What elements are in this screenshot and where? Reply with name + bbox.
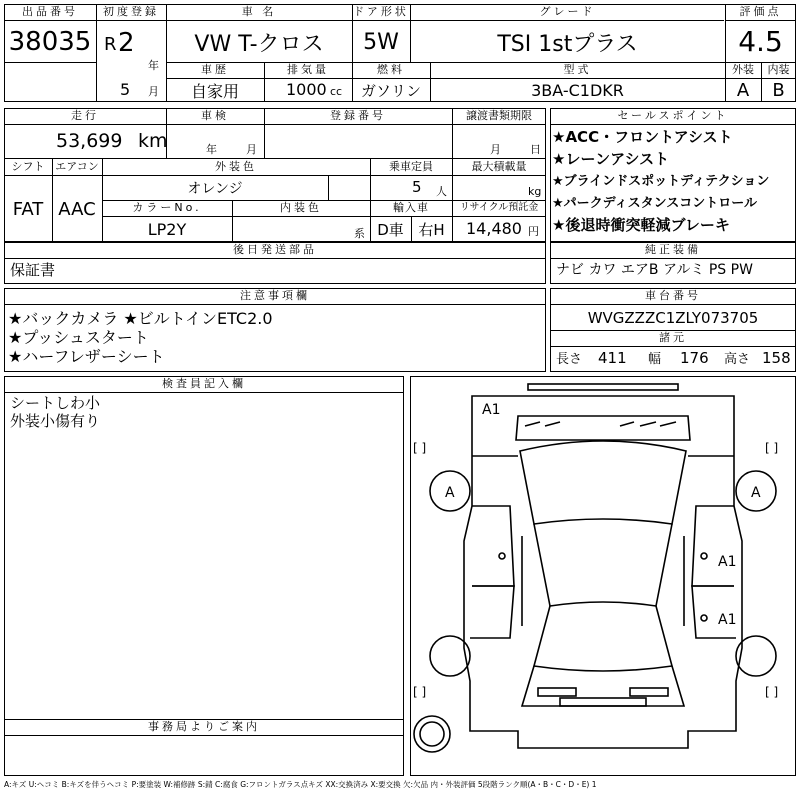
lot-no-label: 出品番号 [22,5,78,18]
mileage-label: 走行 [71,109,99,122]
model-label: 型式 [563,63,592,76]
sales-point-item: ★ブラインドスポットディテクション [552,174,770,189]
genuine-value: ナビ カワ エアB アルミ PS PW [556,262,753,278]
mileage: 53,699 [56,130,123,152]
insp-month-unit: 月 [246,143,257,156]
max-load-unit: kg [528,185,542,198]
shift-label: シフト [11,160,45,173]
height-label: 高さ [724,352,751,367]
bracket-mark: [ ] [765,685,779,699]
import-label: 輸入車 [393,201,429,214]
color-no-label: カラーNo. [132,201,202,214]
history: 自家用 [190,82,239,101]
int-color-unit: 系 [354,227,365,240]
sales-point-item: ★レーンアシスト [552,150,670,168]
mark-tire-fr: A [751,485,761,501]
shift: FAT [12,198,44,220]
sales-point-item: ★ACC・フロントアシスト [552,128,733,146]
recycle: 14,480 [466,219,522,238]
fuel-label: 燃料 [377,63,405,76]
reg-no-label: 登録番号 [330,109,386,122]
width: 176 [680,349,709,367]
interior-label: 内装 [767,63,790,76]
grade-label: グレード [539,5,596,18]
door: 5W [363,29,399,55]
ext-color-label: 外装色 [215,160,257,173]
length: 411 [598,349,627,367]
damage-legend: A:キズ U:ヘコミ B:キズを伴うヘコミ P:要塗装 W:補修跡 S:錆 C:腐食 G:フロントガラス点キズ XX:交換済み X:要交換 欠:欠品 内・外装評価 5段階ランク順(A・B・C・D・E) 1 [4,780,597,789]
sales-points-label: セールスポイント [617,109,729,122]
score-label: 評価点 [739,5,782,18]
later-parts-value: 保証書 [10,261,56,279]
mark-tire-fl: A [445,485,455,501]
int-color-label: 内装色 [280,201,322,214]
lot-no: 38035 [8,27,92,57]
displacement: 1000 [286,80,327,99]
ac: AAC [58,198,96,220]
transfer-label: 譲渡書類期限 [466,109,532,122]
year-unit: 年 [148,59,159,72]
displacement-label: 排気量 [287,63,329,76]
transfer-month-unit: 月 [490,143,501,156]
door-label: ドア形状 [353,5,409,18]
inspector-line: 外装小傷有り [10,412,101,430]
reg-month: 5 [120,80,131,99]
max-load-label: 最大積載量 [471,160,527,173]
genuine-label: 純正装備 [645,243,701,256]
drive-type: D車 [377,221,404,239]
inspector-frame [4,376,404,776]
capacity-unit: 人 [436,185,447,198]
notes-label: 注意事項欄 [240,289,310,302]
score: 4.5 [738,24,783,58]
inspector-line: シートしわ小 [10,394,101,412]
sales-point-item: ★パークディスタンスコントロール [552,196,757,211]
transfer-day-unit: 日 [530,143,541,156]
mileage-unit: km [138,130,168,152]
displacement-unit: cc [330,85,343,98]
bracket-mark: [ ] [413,441,427,455]
later-parts-label: 後日発送部品 [233,243,317,256]
car-name: VW T-クロス [194,31,324,57]
vin-label: 車台番号 [645,289,701,302]
bracket-mark: [ ] [765,441,779,455]
car-diagram [410,376,796,776]
interior-grade: B [772,80,785,101]
inspector-label: 検査員記入欄 [162,377,246,390]
note-line: ★プッシュスタート [8,328,149,347]
recycle-unit: 円 [528,225,539,238]
fuel: ガソリン [360,82,421,100]
mark-roof: A1 [482,402,501,418]
capacity-label: 乗車定員 [389,160,433,173]
sales-point-item: ★後退時衝突軽減ブレーキ [552,216,730,234]
steering: 右H [418,221,445,239]
ext-color: オレンジ [187,181,243,197]
history-label: 車歴 [201,63,229,76]
exterior-grade: A [736,80,750,101]
color-no: LP2Y [147,220,187,239]
exterior-label: 外装 [732,63,754,76]
note-line: ★ハーフレザーシート [8,347,165,366]
height: 158 [762,349,791,367]
mark-side-b: A1 [718,612,737,628]
length-label: 長さ [556,352,583,367]
office-label: 事務局よりご案内 [148,720,260,733]
era: R [104,34,117,55]
width-label: 幅 [648,352,662,367]
vin: WVGZZZC1ZLY073705 [587,308,759,327]
mark-side-a: A1 [718,554,737,570]
recycle-label: リサイクル預託金 [459,202,539,213]
model: 3BA-C1DKR [531,81,624,100]
specs-label: 諸元 [659,331,687,344]
capacity: 5 [412,178,422,196]
month-unit: 月 [148,85,159,98]
insp-year-unit: 年 [206,143,217,156]
reg-year: 2 [118,28,135,58]
inspection-label: 車検 [201,109,229,122]
bracket-mark: [ ] [413,685,427,699]
grade: TSI 1stプラス [497,31,638,57]
note-line: ★バックカメラ ★ビルトインETC2.0 [8,309,273,328]
first-reg-label: 初度登録 [103,5,159,18]
ac-label: エアコン [55,160,99,173]
car-name-label: 車 名 [241,5,277,18]
